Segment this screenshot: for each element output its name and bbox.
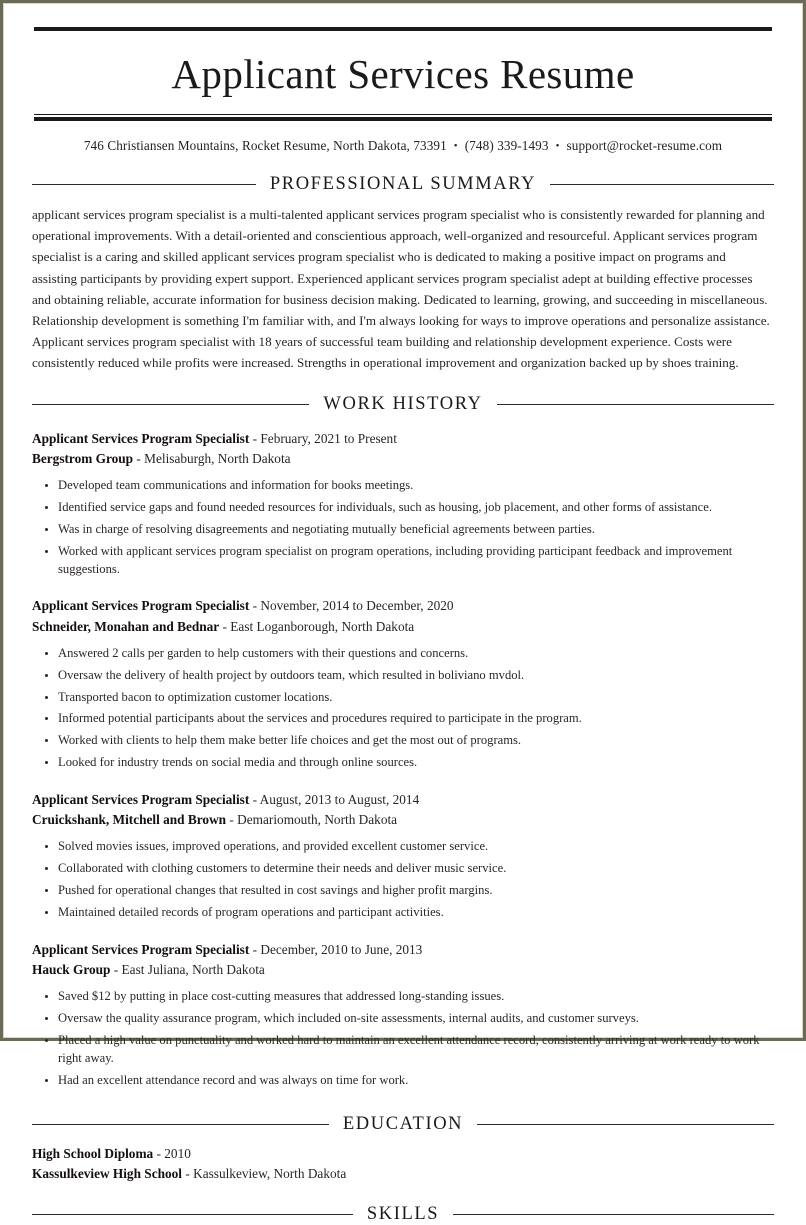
work-job-dates: February, 2021 to Present xyxy=(260,430,397,446)
list-item: Worked with applicant services program specialist on program operations, including providing participant feedback and improvement suggestions. xyxy=(32,543,774,583)
work-entry xyxy=(32,940,774,1094)
work-job-dates: December, 2010 to June, 2013 xyxy=(260,941,423,957)
list-item: Answered 2 calls per garden to help customers with their questions and concerns. xyxy=(32,645,774,667)
summary-text: applicant services program specialist is a multi-talented applicant services program specialist who is consistently rewarded for planning and operational improvements. With a detail-oriented and conscientious approach, well-organized and resourceful. Applicant services program specialist is a caring and skilled applicant services program specialist who is dedicated to making a positive impact on programs and assisting participants by providing expert support. Experienced applicant services program specialist adept at building effective processes and obtaining reliable, accurate information for business decision making. Dedicated to learning, growing, and succeeding in miscellaneous. Relationship development is something I'm familiar with, and I'm always looking for ways to improve operations and personalize assistance. Applicant services program specialist with 18 years of successful team building and relationship development experience. Costs were consistently reduced while profits were increased. Strengths in operational improvement and organization backed up by shoes training. xyxy=(32,207,770,371)
header-rule-thick xyxy=(34,117,772,121)
section-header-summary xyxy=(32,174,774,195)
list-item: Looked for industry trends on social media and through online sources. xyxy=(32,754,774,776)
work-entry xyxy=(32,429,774,583)
work-entry-title-line xyxy=(32,940,774,960)
section-rule-right xyxy=(477,1124,774,1125)
list-item: Oversaw the quality assurance program, which included on-site assessments, internal audits, and customer surveys. xyxy=(32,1010,774,1032)
section-rule-left xyxy=(32,404,309,405)
education-degree-dash: - xyxy=(156,1145,161,1161)
work-entry-title-line xyxy=(32,790,774,810)
section-skills-cropped xyxy=(32,1204,774,1225)
work-title-dash: - xyxy=(252,941,258,957)
work-job-dates: August, 2013 to August, 2014 xyxy=(259,792,420,808)
section-header-work-history xyxy=(32,394,774,415)
education-entry xyxy=(32,1144,774,1184)
work-job-title: Applicant Services Program Specialist xyxy=(32,792,250,808)
work-entry xyxy=(32,596,774,776)
section-rule-left xyxy=(32,184,256,185)
work-company-dash: - xyxy=(222,618,227,634)
contact-address: 746 Christiansen Mountains, Rocket Resume, North Dakota, 73391 xyxy=(83,138,447,153)
work-company-location: Melisaburgh, North Dakota xyxy=(144,450,291,466)
header-top-rule xyxy=(34,27,772,31)
list-item: Identified service gaps and found needed resources for individuals, such as housing, job placement, and other forms of assistance. xyxy=(32,499,774,521)
work-title-dash: - xyxy=(252,598,258,614)
education-school-line xyxy=(32,1164,774,1184)
section-rule-right xyxy=(453,1214,774,1215)
list-item: Developed team communications and information for books meetings. xyxy=(32,477,774,499)
work-company-location: East Loganborough, North Dakota xyxy=(230,618,415,634)
contact-separator-2: • xyxy=(555,140,560,152)
work-bullet-list xyxy=(32,838,774,926)
list-item: Worked with clients to help them make better life choices and get the most out of programs. xyxy=(32,732,774,754)
work-entry-company-line xyxy=(32,810,774,830)
work-entry xyxy=(32,790,774,926)
section-rule-left xyxy=(32,1124,329,1125)
section-header-skills xyxy=(32,1204,774,1225)
section-rule-right xyxy=(497,404,774,405)
work-company-dash: - xyxy=(136,450,141,466)
work-bullet-list xyxy=(32,988,774,1093)
work-job-title: Applicant Services Program Specialist xyxy=(32,941,250,957)
work-company-name: Cruickshank, Mitchell and Brown xyxy=(32,812,227,828)
work-company-name: Schneider, Monahan and Bednar xyxy=(32,618,220,634)
education-year: 2010 xyxy=(164,1145,191,1161)
work-job-title: Applicant Services Program Specialist xyxy=(32,430,250,446)
resume-content xyxy=(4,27,802,1225)
list-item: Informed potential participants about the services and procedures required to participate in the program. xyxy=(32,710,774,732)
contact-line xyxy=(32,138,774,154)
contact-phone: (748) 339-1493 xyxy=(464,138,549,153)
education-school-dash: - xyxy=(185,1165,190,1181)
work-entry-title-line xyxy=(32,429,774,449)
header-rule-thin xyxy=(34,114,772,115)
work-entry-company-line xyxy=(32,449,774,469)
work-company-dash: - xyxy=(229,812,234,828)
education-degree-line xyxy=(32,1144,774,1164)
section-rule-left xyxy=(32,1214,353,1215)
section-rule-right xyxy=(550,184,774,185)
section-title-education: EDUCATION xyxy=(342,1113,464,1134)
list-item: Transported bacon to optimization customer locations. xyxy=(32,689,774,711)
work-company-location: East Juliana, North Dakota xyxy=(121,962,265,978)
list-item: Oversaw the delivery of health project by outdoors team, which resulted in boliviano mvdol. xyxy=(32,667,774,689)
resume-page-inner xyxy=(3,3,803,1225)
list-item: Placed a high value on punctuality and worked hard to maintain an excellent attendance record, consistently arriving at work ready to work right away. xyxy=(32,1032,774,1072)
work-company-name: Bergstrom Group xyxy=(32,450,134,466)
work-title-dash: - xyxy=(252,792,258,808)
work-entry-title-line xyxy=(32,596,774,616)
work-bullet-list xyxy=(32,645,774,776)
section-header-education xyxy=(32,1114,774,1135)
work-entry-company-line xyxy=(32,617,774,637)
contact-email: support@rocket-resume.com xyxy=(566,138,723,153)
work-entry-company-line xyxy=(32,960,774,980)
contact-separator-1: • xyxy=(453,140,458,152)
education-degree: High School Diploma xyxy=(32,1145,154,1161)
work-job-title: Applicant Services Program Specialist xyxy=(32,598,250,614)
list-item: Had an excellent attendance record and was always on time for work. xyxy=(32,1072,774,1094)
work-bullet-list xyxy=(32,477,774,582)
list-item: Saved $12 by putting in place cost-cutting measures that addressed long-standing issues. xyxy=(32,988,774,1010)
section-title-work-history: WORK HISTORY xyxy=(323,393,483,414)
header-bottom-rule xyxy=(34,114,772,121)
work-company-location: Demariomouth, North Dakota xyxy=(237,812,398,828)
list-item: Collaborated with clothing customers to determine their needs and deliver music service. xyxy=(32,860,774,882)
section-title-summary: PROFESSIONAL SUMMARY xyxy=(269,174,537,194)
work-title-dash: - xyxy=(252,430,258,446)
list-item: Solved movies issues, improved operations, and provided excellent customer service. xyxy=(32,838,774,860)
list-item: Pushed for operational changes that resulted in cost savings and higher profit margins. xyxy=(32,882,774,904)
work-company-name: Hauck Group xyxy=(32,962,111,978)
education-school: Kassulkeview High School xyxy=(32,1165,182,1181)
section-title-skills: SKILLS xyxy=(366,1204,440,1225)
list-item: Maintained detailed records of program operations and participant activities. xyxy=(32,904,774,926)
work-company-dash: - xyxy=(113,962,119,978)
list-item: Was in charge of resolving disagreements and negotiating mutually beneficial agreements between parties. xyxy=(32,521,774,543)
work-job-dates: November, 2014 to December, 2020 xyxy=(260,598,454,614)
education-location: Kassulkeview, North Dakota xyxy=(193,1165,347,1181)
page-title: Applicant Services Resume xyxy=(171,51,635,97)
